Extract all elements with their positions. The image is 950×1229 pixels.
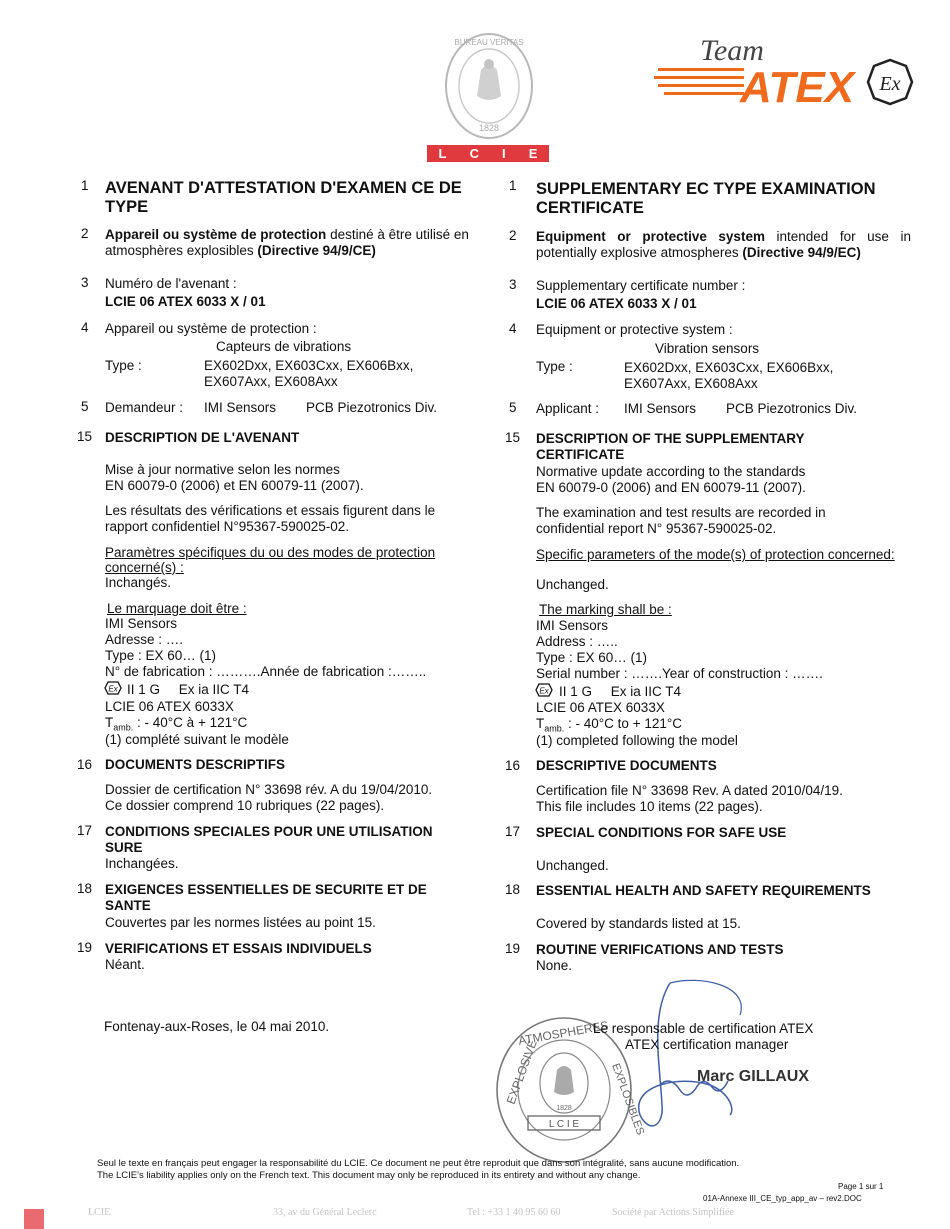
- fr-marking-line: LCIE 06 ATEX 6033X: [105, 699, 234, 714]
- bureau-veritas-seal: [443, 30, 535, 142]
- fr-documents-l1: Dossier de certification N° 33698 rév. A du 19/04/2010.: [105, 782, 433, 797]
- fr-marking-line: IMI Sensors: [105, 616, 178, 631]
- en-marking-note: (1) completed following the model: [536, 733, 738, 748]
- lcie-footer-mark: [24, 1209, 44, 1229]
- fr-type-models-1: EX602Dxx, EX603Cxx, EX606Bxx,: [204, 358, 414, 373]
- en-type-models-2: EX607Axx, EX608Axx: [624, 376, 758, 391]
- section-number: 16: [505, 758, 521, 773]
- fr-applicant-company: IMI Sensors: [204, 400, 277, 415]
- lcie-letter: C: [469, 146, 479, 161]
- signature-scribble: [590, 975, 800, 1145]
- footer-telephone: Tel : +33 1 40 95 60 60: [467, 1207, 561, 1218]
- section-number: 15: [77, 429, 93, 444]
- en-applicant-company: IMI Sensors: [624, 401, 697, 416]
- section-number: 19: [77, 940, 93, 955]
- svg-text:L C I E: L C I E: [548, 1119, 580, 1130]
- en-certificate-title: SUPPLEMENTARY EC TYPE EXAMINATION CERTIFICATE: [536, 180, 876, 217]
- en-marking-atex-code: II 1 G Ex ia IIC T4: [559, 684, 682, 699]
- fr-marking-temp: $T_{amb.}$ : - 40°C à + 121°C: [105, 715, 248, 733]
- svg-text:EXPLOSIBLES: EXPLOSIBLES: [609, 1061, 647, 1137]
- fr-marking-title: Le marquage doit être :: [107, 601, 247, 616]
- section-number: 15: [505, 430, 521, 445]
- fr-results-l1: Les résultats des vérifications et essais figurent dans le: [105, 503, 436, 518]
- section-number: 2: [509, 228, 517, 243]
- team-atex-logo: [650, 30, 915, 110]
- section-number: 5: [81, 399, 89, 414]
- fr-parameters-l2: concerné(s) :: [105, 560, 184, 575]
- en-marking-line: LCIE 06 ATEX 6033X: [536, 700, 665, 715]
- fr-documents-l2: Ce dossier comprend 10 rubriques (22 pages).: [105, 798, 385, 813]
- fr-requirements-text: Couvertes par les normes listées au point 15.: [105, 915, 376, 930]
- fr-type-label: Type :: [105, 358, 142, 373]
- document-reference: 01A-Annexe III_CE_typ_app_av – rev2.DOC: [703, 1194, 862, 1203]
- fr-requirements-title-2: SANTE: [105, 898, 151, 913]
- fr-description-l2: EN 60079-0 (2006) et EN 60079-11 (2007).: [105, 478, 364, 493]
- svg-text:BUREAU VERITAS: BUREAU VERITAS: [454, 38, 524, 47]
- en-documents-l1: Certification file N° 33698 Rev. A dated 2010/04/19.: [536, 783, 843, 798]
- en-verifications-text: None.: [536, 958, 573, 973]
- svg-text:EXPLOSIVE: EXPLOSIVE: [503, 1037, 540, 1107]
- footer-company: Société par Actions Simplifiée: [612, 1207, 734, 1218]
- fr-conditions-title-2: SURE: [105, 840, 143, 855]
- svg-text:ATMOSPHERES: ATMOSPHERES: [517, 1018, 610, 1048]
- place-date: Fontenay-aux-Roses, le 04 mai 2010.: [104, 1019, 330, 1034]
- en-type-label: Type :: [536, 359, 573, 374]
- fr-applicant-label: Demandeur :: [105, 400, 184, 415]
- en-conditions-text: Unchanged.: [536, 858, 609, 873]
- fr-verifications-text: Néant.: [105, 957, 145, 972]
- en-description-l2: EN 60079-0 (2006) and EN 60079-11 (2007).: [536, 480, 806, 495]
- en-description-l1: Normative update according to the standards: [536, 464, 806, 479]
- en-marking-temp: $T_{amb.}$ : - 40°C to + 121°C: [536, 716, 682, 734]
- en-requirements-text: Covered by standards listed at 15.: [536, 916, 741, 931]
- en-supplement-number: LCIE 06 ATEX 6033 X / 01: [536, 296, 697, 311]
- section-number: 3: [81, 275, 89, 290]
- en-marking-line: Type : EX 60… (1): [536, 650, 648, 665]
- en-type-models-1: EX602Dxx, EX603Cxx, EX606Bxx,: [624, 360, 834, 375]
- fr-requirements-title-1: EXIGENCES ESSENTIELLES DE SECURITE ET DE: [105, 882, 427, 897]
- section-number: 18: [77, 881, 93, 896]
- svg-text:1828: 1828: [478, 123, 500, 133]
- en-description-title-2: CERTIFICATE: [536, 447, 625, 462]
- svg-text:1828: 1828: [556, 1105, 572, 1112]
- en-results-l1: The examination and test results are recorded in: [536, 505, 826, 520]
- en-equipment-purpose: Equipment or protective system intended for use in potentially explosive atmospheres (Directive 94/9/EC): [536, 229, 911, 260]
- fr-marking-note: (1) complété suivant le modèle: [105, 732, 289, 747]
- en-documents-title: DESCRIPTIVE DOCUMENTS: [536, 758, 717, 773]
- svg-text:Ex: Ex: [539, 686, 549, 696]
- section-number: 16: [77, 757, 93, 772]
- fr-description-title: DESCRIPTION DE L'AVENANT: [105, 430, 300, 445]
- section-number: 17: [505, 824, 521, 839]
- en-conditions-title: SPECIAL CONDITIONS FOR SAFE USE: [536, 825, 787, 840]
- fr-description-l1: Mise à jour normative selon les normes: [105, 462, 340, 477]
- en-supplement-number-label: Supplementary certificate number :: [536, 278, 746, 293]
- section-number: 19: [505, 941, 521, 956]
- fr-equipment-purpose: Appareil ou système de protection destiné à être utilisé en atmosphères explosibles (Directive 94/9/CE): [105, 227, 469, 258]
- en-parameters-value: Unchanged.: [536, 577, 609, 592]
- en-applicant-label: Applicant :: [536, 401, 600, 416]
- en-directive: (Directive 94/9/EC): [742, 245, 861, 260]
- en-equipment-bold: Equipment or protective system: [536, 229, 765, 244]
- svg-text:ATEX: ATEX: [740, 63, 855, 112]
- fr-parameters-l1: Paramètres spécifiques du ou des modes de protection: [105, 545, 436, 560]
- section-number: 4: [509, 321, 517, 336]
- lcie-letter: I: [502, 146, 506, 161]
- signatory-role-en: ATEX certification manager: [625, 1037, 789, 1052]
- en-requirements-title: ESSENTIAL HEALTH AND SAFETY REQUIREMENTS: [536, 883, 871, 898]
- lcie-letter: L: [438, 146, 447, 161]
- footer-address: 33, av du Général Leclerc: [273, 1207, 377, 1218]
- fr-certificate-title: AVENANT D'ATTESTATION D'EXAMEN CE DE TYPE: [105, 179, 462, 216]
- en-marking-line: IMI Sensors: [536, 618, 609, 633]
- lcie-logo-bar: [427, 145, 549, 162]
- en-verifications-title: ROUTINE VERIFICATIONS AND TESTS: [536, 942, 784, 957]
- section-number: 4: [81, 320, 89, 335]
- lcie-letter: E: [528, 146, 538, 161]
- fr-marking-line: N° de fabrication : ……….Année de fabrication :……..: [105, 664, 427, 679]
- en-applicant-division: PCB Piezotronics Div.: [726, 401, 858, 416]
- fr-marking-line: Adresse : ….: [105, 632, 184, 647]
- en-description-title-1: DESCRIPTION OF THE SUPPLEMENTARY: [536, 431, 805, 446]
- en-parameters: Specific parameters of the mode(s) of protection concerned:: [536, 547, 895, 562]
- svg-text:Ex: Ex: [108, 684, 118, 694]
- en-marking-line: Address : …..: [536, 634, 618, 649]
- section-number: 1: [509, 178, 517, 193]
- fr-conditions-title-1: CONDITIONS SPECIALES POUR UNE UTILISATION: [105, 824, 433, 839]
- fr-parameters-value: Inchangés.: [105, 575, 172, 590]
- fr-marking-line: Type : EX 60… (1): [105, 648, 217, 663]
- fr-product-name: Capteurs de vibrations: [216, 339, 352, 354]
- fr-applicant-division: PCB Piezotronics Div.: [306, 400, 438, 415]
- section-number: 18: [505, 882, 521, 897]
- en-results-l2: confidential report N° 95367-590025-02.: [536, 521, 777, 536]
- svg-text:Ex: Ex: [879, 73, 901, 95]
- fr-supplement-number-label: Numéro de l'avenant :: [105, 276, 237, 291]
- section-number: 1: [81, 178, 89, 193]
- en-equipment-label: Equipment or protective system :: [536, 322, 733, 337]
- en-marking-line: Serial number : …….Year of construction : …….: [536, 666, 823, 681]
- fr-conditions-text: Inchangées.: [105, 856, 179, 871]
- page-number: Page 1 sur 1: [838, 1182, 884, 1191]
- fr-equipment-bold: Appareil ou système de protection: [105, 227, 327, 242]
- footer-lcie: LCIE: [88, 1207, 111, 1218]
- section-number: 3: [509, 277, 517, 292]
- fr-marking-atex-code: II 1 G Ex ia IIC T4: [127, 682, 250, 697]
- section-number: 2: [81, 226, 89, 241]
- fr-results-l2: rapport confidentiel N°95367-590025-02.: [105, 519, 350, 534]
- fr-verifications-title: VERIFICATIONS ET ESSAIS INDIVIDUELS: [105, 941, 372, 956]
- en-documents-l2: This file includes 10 items (22 pages).: [536, 799, 763, 814]
- disclaimer-fr: Seul le texte en français peut engager la responsabilité du LCIE. Ce document ne peut être reproduit que dans son intégralité, sans aucune modification.: [97, 1158, 740, 1169]
- signatory-name: Marc GILLAUX: [697, 1068, 810, 1085]
- fr-equipment-label: Appareil ou système de protection :: [105, 321, 317, 336]
- svg-text:Team: Team: [700, 34, 764, 67]
- section-number: 5: [509, 400, 517, 415]
- section-number: 17: [77, 823, 93, 838]
- fr-supplement-number: LCIE 06 ATEX 6033 X / 01: [105, 294, 266, 309]
- ex-hexagon-icon: [104, 681, 122, 700]
- en-product-name: Vibration sensors: [655, 341, 760, 356]
- fr-documents-title: DOCUMENTS DESCRIPTIFS: [105, 757, 286, 772]
- disclaimer-en: The LCIE's liability applies only on the French text. This document may only be reproduced in its entirety and without any change.: [97, 1170, 641, 1181]
- fr-type-models-2: EX607Axx, EX608Axx: [204, 374, 338, 389]
- en-marking-title: The marking shall be :: [539, 602, 672, 617]
- fr-directive: (Directive 94/9/CE): [257, 243, 376, 258]
- signatory-role-fr: Le responsable de certification ATEX: [593, 1021, 814, 1036]
